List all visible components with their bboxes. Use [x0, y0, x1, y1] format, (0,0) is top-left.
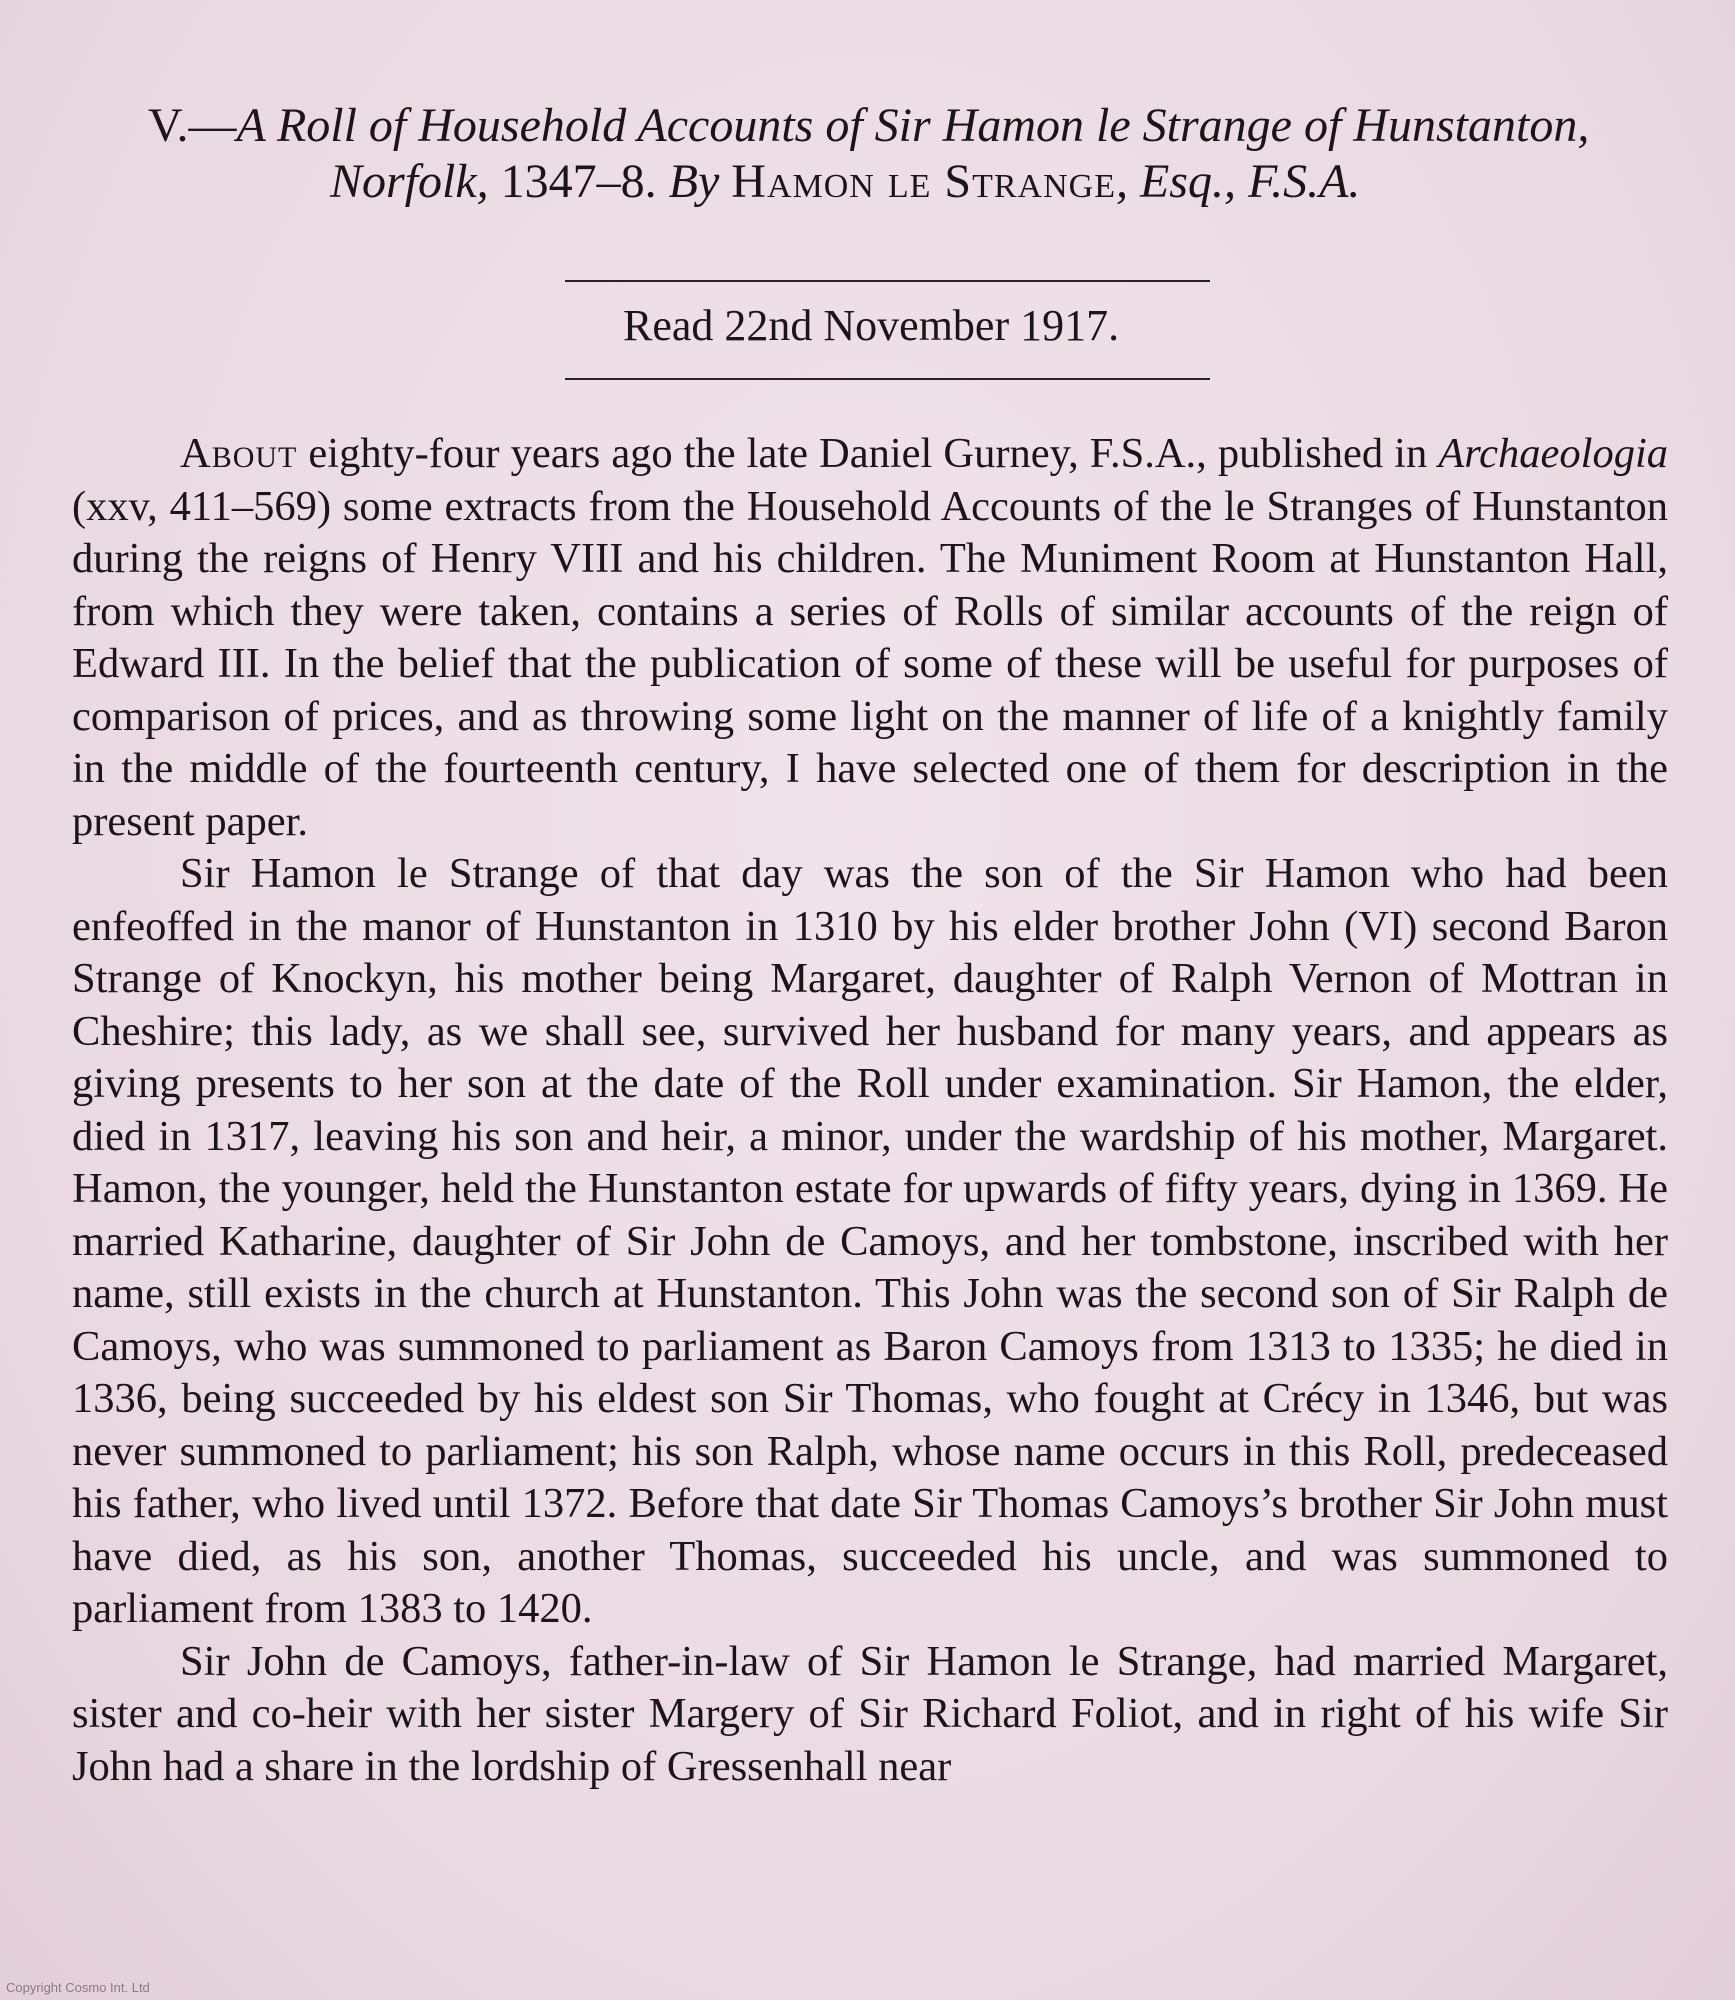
- paragraph-lead-word: About: [180, 430, 298, 477]
- paragraph-3: Sir John de Camoys, father-in-law of Sir Hamon le Strange, had married Margaret, sister and co-heir with her sister Margery of Sir Richard Foliot, and in right of his wife Sir John had a share in the lordship of Gressenhall near: [72, 1637, 1668, 1790]
- article-years: 1347–8.: [488, 155, 669, 208]
- article-title: A Roll of Household Accounts of Sir Hamon le Strange of Hunstanton,: [236, 99, 1590, 152]
- paragraph-1: [72, 428, 1668, 848]
- article-title-line-1: [148, 96, 1589, 156]
- divider-rule-bottom: [565, 378, 1210, 380]
- article-author-suffix: , Esq., F.S.A.: [1115, 155, 1361, 208]
- article-title-line-2: [330, 152, 1360, 212]
- copyright-watermark: Copyright Cosmo Int. Ltd: [6, 1980, 150, 1995]
- article-numeral: V.—: [148, 99, 237, 152]
- article-body: [72, 428, 1668, 1793]
- divider-rule-top: [565, 280, 1210, 282]
- read-date: Read 22nd November 1917.: [623, 301, 1120, 350]
- journal-name: Archaeologia: [1438, 430, 1668, 477]
- article-by: By: [668, 155, 732, 208]
- paragraph-1-pre: eighty-four years ago the late Daniel Gurney, F.S.A., published in: [297, 430, 1439, 477]
- article-place: Norfolk,: [330, 155, 489, 208]
- article-author: Hamon le Strange: [731, 155, 1116, 208]
- paragraph-2: Sir Hamon le Strange of that day was the son of the Sir Hamon who had been enfeoffed in the manor of Hunstanton in 1310 by his elder brother John (VI) second Baron Strange of Knockyn, his mother being Margaret, daughter of Ralph Vernon of Mottran in Cheshire; this lady, as we shall see, survived her husband for many years, and appears as giving presents to her son at the date of the Roll under examination. Sir Hamon, the elder, died in 1317, leaving his son and heir, a minor, under the wardship of his mother, Margaret. Hamon, the younger, held the Hunstanton estate for upwards of fifty years, dying in 1369. He married Katharine, daughter of Sir John de Camoys, and her tombstone, inscribed with her name, still exists in the church at Hunstanton. This John was the second son of Sir Ralph de Camoys, who was summoned to parliament as Baron Camoys from 1313 to 1335; he died in 1336, being succeeded by his eldest son Sir Thomas, who fought at Crécy in 1346, but was never summoned to parliament; his son Ralph, whose name occurs in this Roll, predeceased his father, who lived until 1372. Before that date Sir Thomas Camoys’s brother Sir John must have died, as his son, another Thomas, succeeded his uncle, and was summoned to parliament from 1383 to 1420.: [72, 850, 1668, 1632]
- paragraph-1-text: (xxv, 411–569) some extracts from the Household Accounts of the le Stranges of Hunstanton during the reigns of Henry VIII and his children. The Muniment Room at Hunstanton Hall, from which they were taken, contains a series of Rolls of similar accounts of the reign of Edward III. In the belief that the publication of some of these will be useful for purposes of comparison of prices, and as throwing some light on the manner of life of a knightly family in the middle of the fourteenth century, I have selected one of them for description in the present paper.: [72, 482, 1668, 845]
